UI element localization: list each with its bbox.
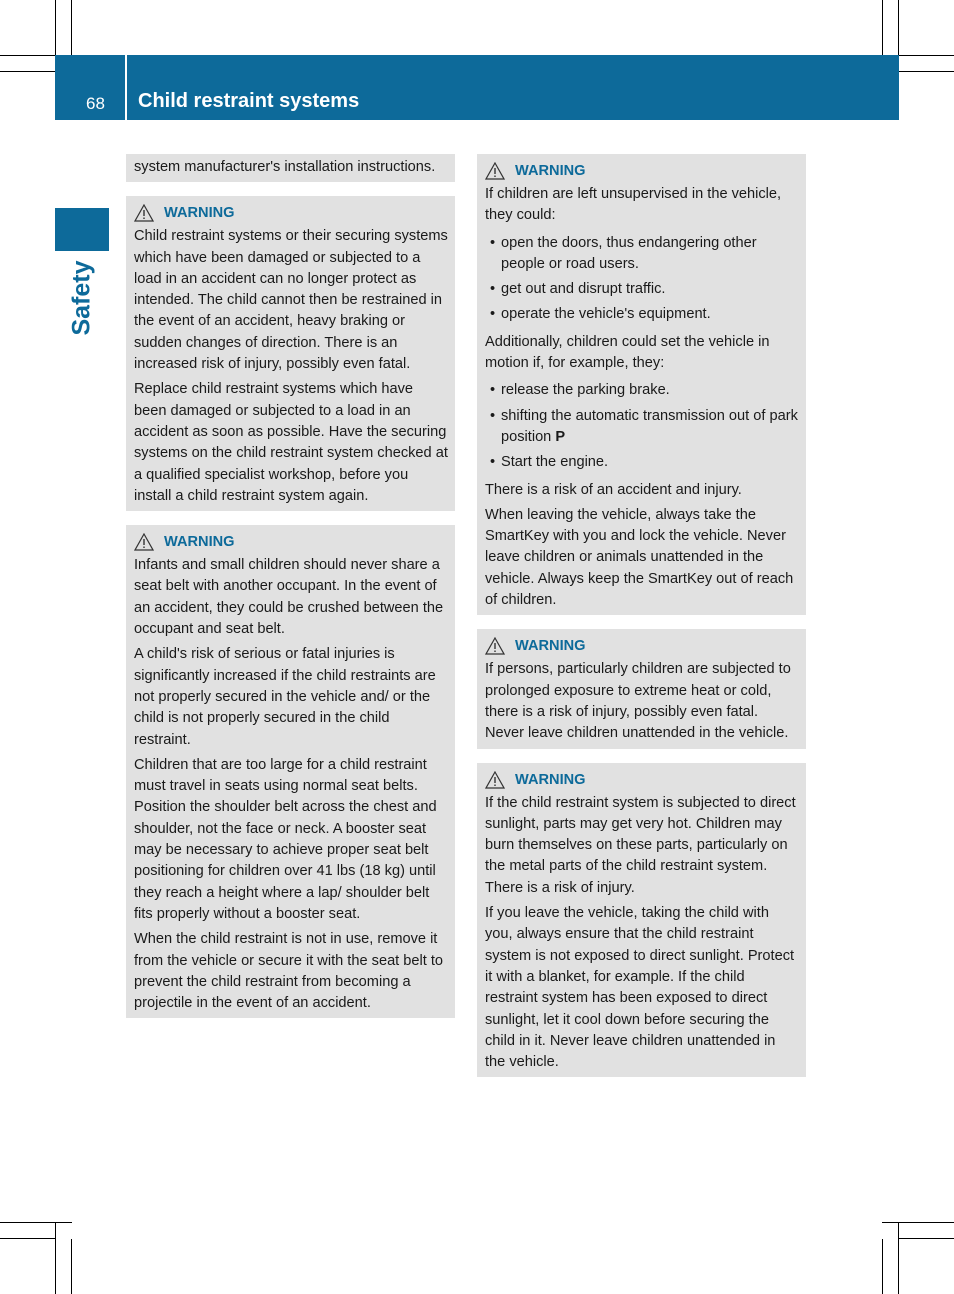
- section-tab-marker: [55, 208, 109, 251]
- page-title: Child restraint systems: [138, 90, 360, 112]
- warning-paragraph: When the child restraint is not in use, remove it from the vehicle or secure it with the seat belt to prevent the child restraint from becoming a projectile in the event of an accident.: [134, 931, 444, 1012]
- warning-triangle-icon: [485, 771, 505, 789]
- warning-label: WARNING: [164, 205, 235, 222]
- crop-mark: [0, 55, 55, 56]
- warning-paragraph: If children are left unsupervised in the vehicle, they could:: [485, 186, 782, 224]
- warning-box: [477, 629, 806, 748]
- warning-box: [477, 154, 806, 615]
- warning-paragraph: Infants and small children should never share a seat belt with another occupant. In the event of an accident, they could be crushed between the occupant and seat belt.: [134, 557, 444, 638]
- list-item: • release the parking brake.: [485, 380, 799, 401]
- warning-label: WARNING: [164, 534, 235, 551]
- warning-heading: [134, 532, 448, 552]
- warning-paragraph: Additionally, children could set the vehicle in motion if, for example, they:: [485, 333, 770, 372]
- warning-paragraph: Child restraint systems or their securing systems which have been damaged or subjected to a load in an accident can no longer protect as intended. The child cannot then be restrained in the event of an accident, heavy braking or sudden changes of direction. There is an increased risk of injury, possibly even fatal.: [134, 228, 448, 373]
- warning-heading: [485, 636, 799, 656]
- warning-triangle-icon: [485, 637, 505, 655]
- warning-paragraph: A child's risk of serious or fatal injuries is significantly increased if the child restraints are not properly secured in the vehicle and/ or the child is not properly secured in the child restraint.: [134, 646, 436, 748]
- warning-paragraph: If you leave the vehicle, taking the child with you, always ensure that the child restraint system is not exposed to direct sunlight. Protect it with a blanket, for example. If the child restraint system has been exposed to direct sunlight, let it cool down before securing the child in it. Never leave children unattended in the vehicle.: [485, 905, 795, 1071]
- warning-heading: [134, 203, 448, 223]
- crop-mark: [0, 1238, 55, 1239]
- right-column: [477, 154, 806, 1091]
- warning-triangle-icon: [485, 162, 505, 180]
- warning-heading: [485, 161, 799, 181]
- crop-mark: [899, 1238, 954, 1239]
- bullet-list: [485, 233, 799, 326]
- crop-mark: [0, 1222, 72, 1223]
- warning-triangle-icon: [134, 204, 154, 222]
- crop-mark: [899, 55, 954, 56]
- crop-mark: [882, 1222, 954, 1223]
- section-tab-label: Safety: [67, 260, 96, 336]
- warning-paragraph: When leaving the vehicle, always take the SmartKey with you and lock the vehicle. Never leave children or animals unattended in the vehicle. Always keep the SmartKey out of reach of children.: [485, 506, 794, 609]
- continuation-box: [126, 154, 455, 182]
- warning-paragraph: If persons, particularly children are subjected to prolonged exposure to extreme heat or cold, there is a risk of injury, possibly even fatal. Never leave children unattended in the vehicle.: [485, 661, 791, 742]
- warning-paragraph: Replace child restraint systems which have been damaged or subjected to a load in an accident as soon as possible. Have the securing systems on the child restraint system checked at a qualified specialist workshop, before you install a child restraint system again.: [134, 381, 448, 504]
- warning-paragraph: There is a risk of an accident and injury.: [485, 481, 742, 498]
- bullet-list: [485, 380, 799, 473]
- list-item: • open the doors, thus endangering other people or road users.: [485, 233, 799, 276]
- list-item: • Start the engine.: [485, 452, 799, 473]
- continuation-text: system manufacturer's installation instructions.: [134, 159, 436, 175]
- crop-mark: [882, 1239, 883, 1294]
- header-divider: [125, 55, 127, 120]
- crop-mark: [71, 0, 72, 55]
- crop-mark: [71, 1239, 72, 1294]
- page-number: 68: [86, 94, 105, 113]
- crop-mark: [882, 0, 883, 55]
- warning-box: [126, 525, 455, 1018]
- list-item: [485, 406, 799, 449]
- warning-label: WARNING: [515, 163, 586, 179]
- park-position-letter: P: [555, 428, 566, 445]
- warning-paragraph: Children that are too large for a child restraint must travel in seats using normal seat belts. Position the shoulder belt across the chest and shoulder, not the face or neck. A booster seat may be necessary to achieve proper seat belt positioning for children over 41 lbs (18 kg) until they reach a height where a lap/ shoulder belt fits properly without a booster seat.: [134, 756, 437, 922]
- warning-box: [126, 196, 455, 511]
- warning-box: [477, 763, 806, 1078]
- warning-label: WARNING: [515, 771, 586, 788]
- warning-label: WARNING: [515, 638, 586, 655]
- list-item-text: shifting the automatic transmission out of park position: [501, 407, 798, 445]
- crop-mark: [898, 1222, 899, 1294]
- warning-paragraph: If the child restraint system is subjected to direct sunlight, parts may get very hot. Children may burn themselves on these parts, particularly on the metal parts of the child restraint system. There is a risk of injury.: [485, 794, 796, 896]
- list-item: • operate the vehicle's equipment.: [485, 304, 799, 325]
- warning-triangle-icon: [134, 533, 154, 551]
- warning-heading: [485, 770, 799, 790]
- crop-mark: [55, 1222, 56, 1294]
- list-item: • get out and disrupt traffic.: [485, 279, 799, 300]
- left-column: [126, 154, 455, 1032]
